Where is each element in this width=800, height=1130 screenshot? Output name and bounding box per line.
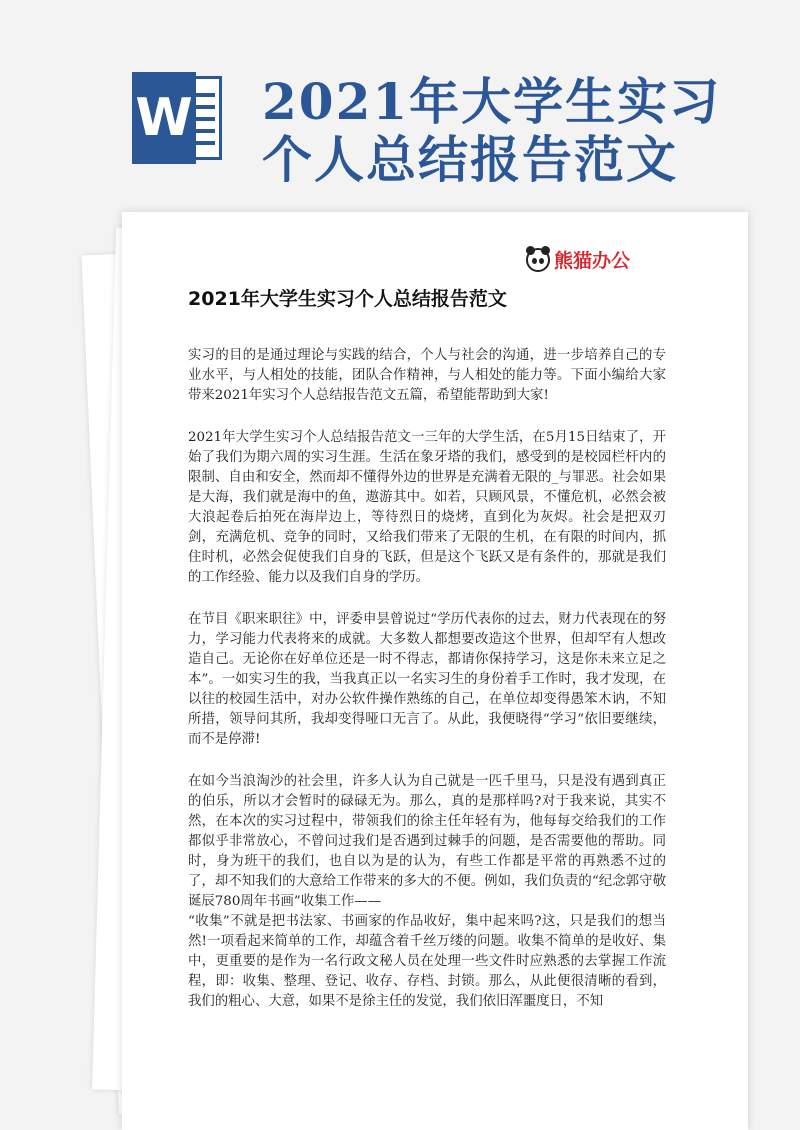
- panda-icon: [526, 248, 550, 272]
- banner: [0, 0, 800, 210]
- banner-title-line1: 2021年大学生实习: [262, 72, 722, 131]
- paragraph: 在节目《职来职往》中，评委申昙曾说过“学历代表你的过去，财力代表现在的努力，学习能力代表将来的成就。大多数人都想要改造这个世界，但却罕有人想改造自己。无论你在好单位还是一时不得志，都请你保持学习，这是你未来立足之本”。一如实习生的我，当我真正以一名实习生的身份着手工作时，我才发现，在以往的校园生活中，对办公软件操作熟练的自己，在单位却变得愚笨木讷，不知所措，领导问其所，我却变得哑口无言了。从此，我便晓得“学习”依旧要继续，而不是停滞!: [188, 612, 666, 747]
- logo-text: 熊猫办公: [554, 250, 631, 272]
- banner-title-line2: 个人总结报告范文: [262, 130, 678, 189]
- brand-logo: [526, 246, 636, 276]
- document-body: [188, 346, 666, 1034]
- word-letter: W: [132, 72, 196, 164]
- paragraph: 2021年大学生实习个人总结报告范文一三年的大学生活，在5月15日结束了，开始了我们为期六周的实习生涯。生活在象牙塔的我们，感受到的是校园栏杆内的限制、自由和安全，然而却不懂得外边的世界是充满着无限的_与罪恶。社会如果是大海，我们就是海中的鱼，遨游其中。如若，只顾风景，不懂危机，必然会被大浪起卷后拍死在海岸边上，等待烈日的烧烤，直到化为灰烬。社会是把双刃剑，充满危机、竞争的同时，又给我们带来了无限的生机，在有限的时间内，抓住时机，必然会促使我们自身的飞跃，但是这个飞跃又是有条件的，那就是我们的工作经验、能力以及我们自身的学历。: [188, 430, 666, 585]
- document-page: [122, 212, 748, 1130]
- paragraph: 在如今当浪淘沙的社会里，许多人认为自己就是一匹千里马，只是没有遇到真正的伯乐，所以才会暂时的碌碌无为。那么，真的是那样吗?对于我来说，其实不然，在本次的实习过程中，带领我们的徐主任年轻有为，他每每交给我们的工作都似乎非常放心，不曾问过我们是否遇到过棘手的问题，是否需要他的帮助。同时，身为班干的我们，也自以为是的认为，有些工作都是平常的再熟悉不过的了，却不知我们的大意给工作带来的多大的不便。例如，我们负责的“纪念郭守敬诞辰780周年书画”收集工作——: [188, 774, 666, 909]
- document-title: 2021年大学生实习个人总结报告范文: [188, 288, 507, 310]
- paragraph: “收集”不就是把书法家、书画家的作品收好，集中起来吗?这，只是我们的想当然!一项看起来简单的工作，却蕴含着千丝万缕的问题。收集不简单的是收好、集中，更重要的是作为一名行政文秘人员在处理一些文件时应熟悉的去掌握工作流程，即：收集、整理、登记、收存、存档、封锁。那么，从此便很清晰的看到，我们的粗心、大意，如果不是徐主任的发觉，我们依旧浑噩度日，不知: [188, 914, 666, 1009]
- paragraph: 实习的目的是通过理论与实践的结合，个人与社会的沟通，进一步培养自己的专业水平，与人相处的技能，团队合作精神，与人相处的能力等。下面小编给大家带来2021年实习个人总结报告范文五篇，希望能帮助到大家!: [188, 348, 666, 403]
- word-icon: [132, 72, 228, 164]
